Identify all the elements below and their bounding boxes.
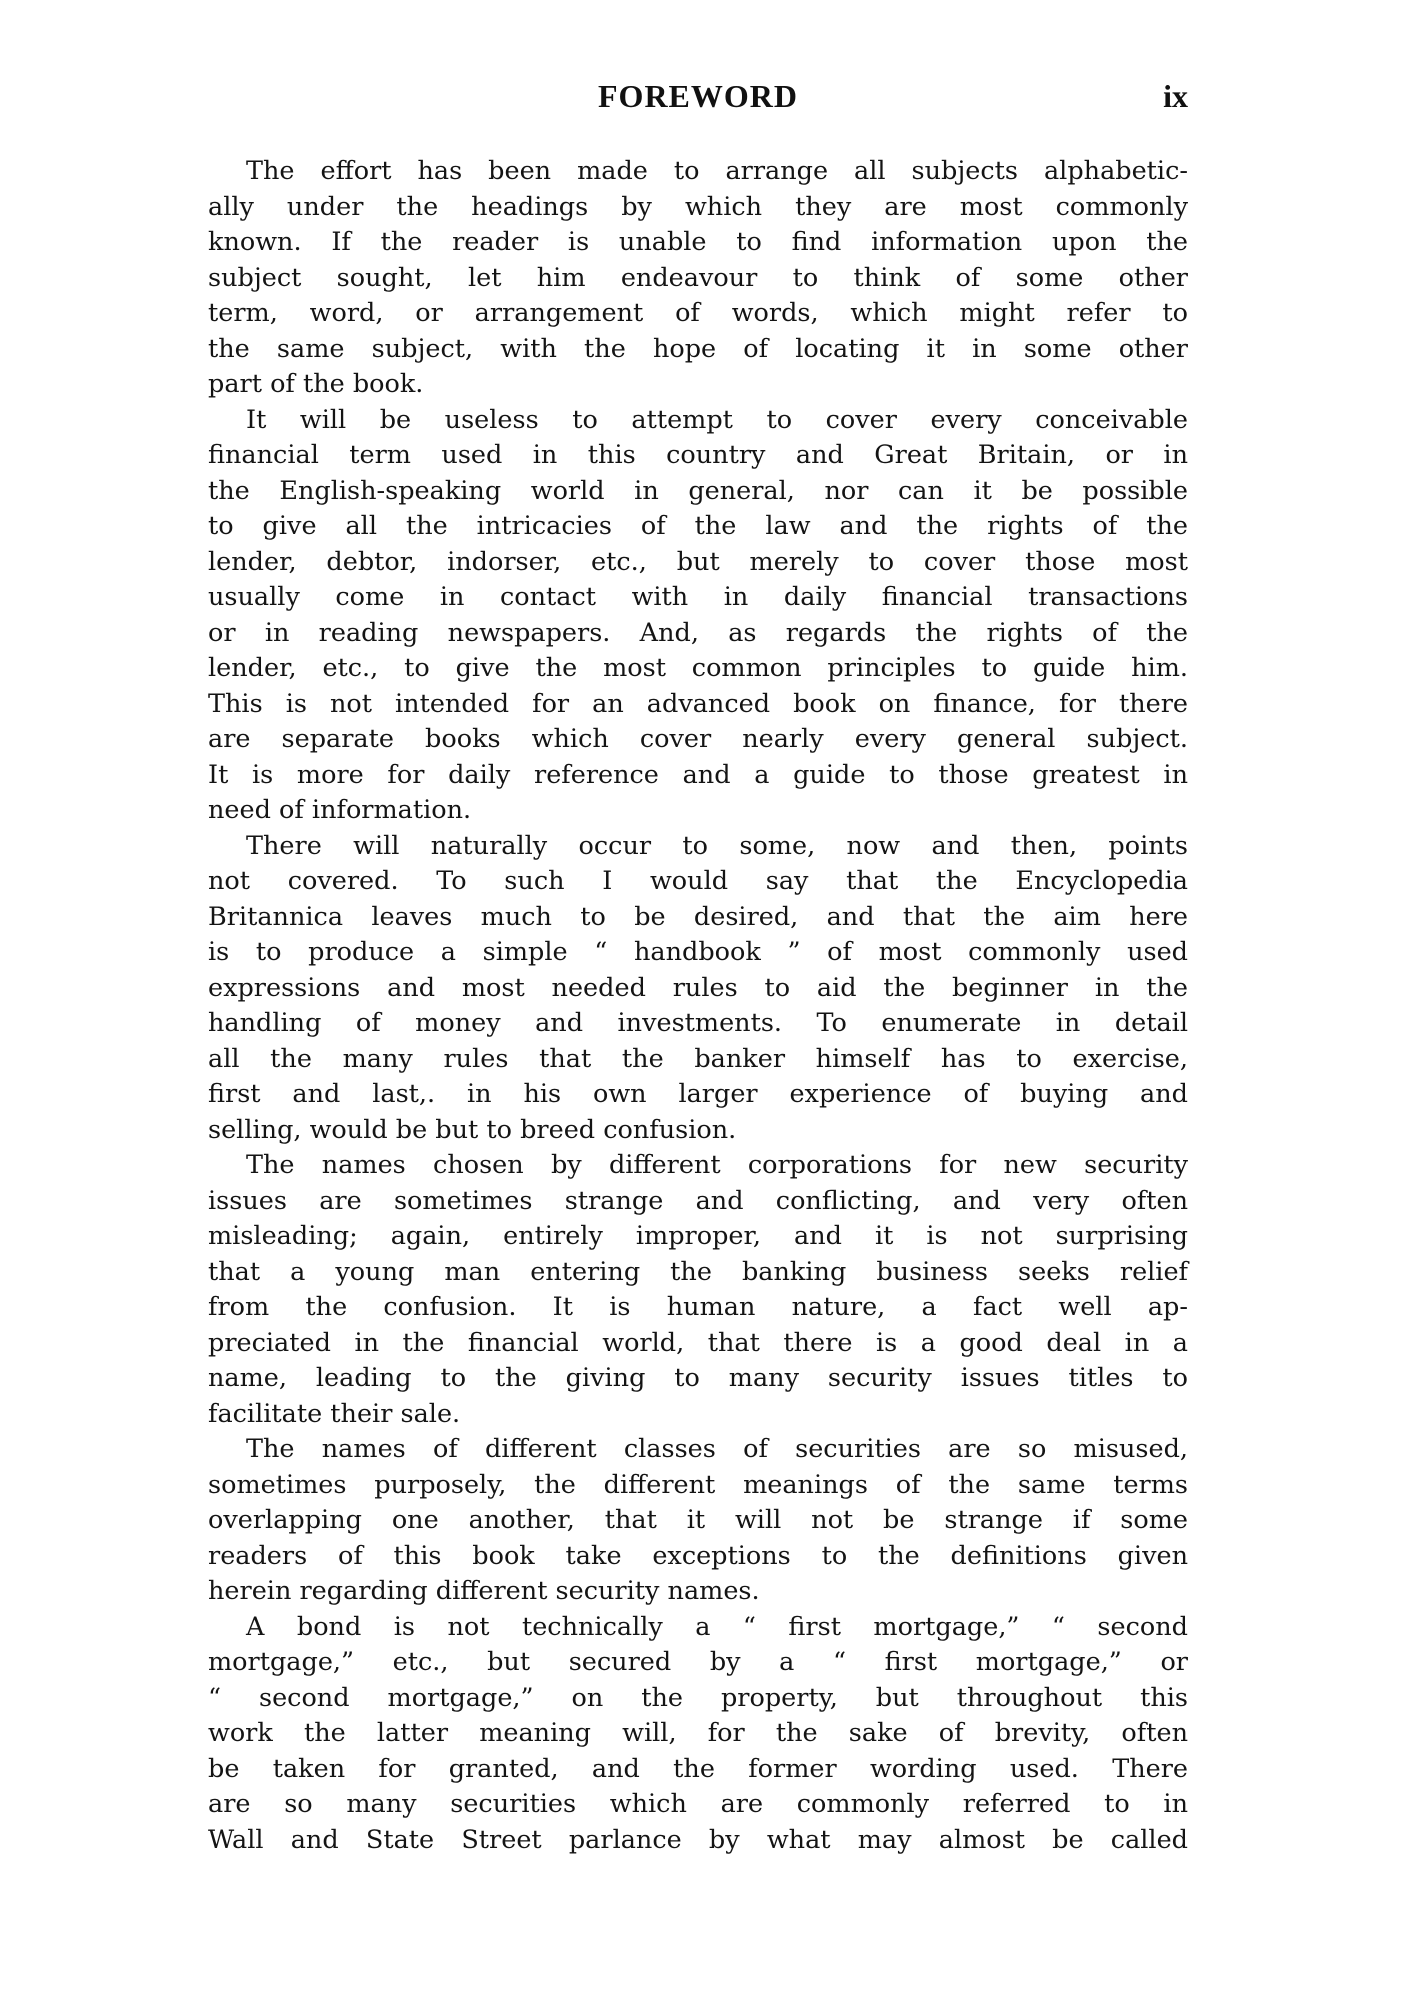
text-line: “ second mortgage,” on the property, but throughout this <box>208 1682 1188 1713</box>
text-line: facilitate their sale. <box>208 1398 461 1429</box>
text-line: herein regarding different security names. <box>208 1576 760 1606</box>
page-number: ix <box>1163 78 1188 114</box>
text-line: misleading; again, entirely improper, and it is not surprising <box>208 1221 1188 1251</box>
running-head <box>208 78 1188 130</box>
text-line: first and last,. in his own larger experience of buying and <box>208 1079 1188 1109</box>
text-line: is to produce a simple “ handbook ” of most commonly used <box>208 937 1188 967</box>
text-line: or in reading newspapers. And, as regards the rights of the <box>208 617 1188 648</box>
text-line: There will naturally occur to some, now and then, points <box>246 830 1188 861</box>
text-line: be taken for granted, and the former wording used. There <box>208 1753 1188 1784</box>
text-line: issues are sometimes strange and conflicting, and very often <box>208 1185 1188 1216</box>
text-line: The names chosen by different corporations for new security <box>246 1150 1188 1180</box>
text-line: preciated in the financial world, that there is a good deal in a <box>208 1327 1188 1358</box>
text-line: subject sought, let him endeavour to think of some other <box>208 262 1188 293</box>
text-line: overlapping one another, that it will not be strange if some <box>208 1505 1188 1535</box>
paragraph <box>208 403 1188 829</box>
text-line: work the latter meaning will, for the sake of brevity, often <box>208 1718 1188 1748</box>
paragraph <box>208 1432 1188 1610</box>
text-line: from the confusion. It is human nature, a fact well ap- <box>208 1292 1188 1322</box>
text-line: need of information. <box>208 795 472 825</box>
text-line: known. If the reader is unable to find information upon the <box>208 227 1188 257</box>
text-line: to give all the intricacies of the law and the rights of the <box>208 511 1188 541</box>
text-line: It is more for daily reference and a guide to those greatest in <box>208 759 1188 790</box>
text-line: It will be useless to attempt to cover every conceivable <box>246 404 1188 435</box>
text-line: are so many securities which are commonly referred to in <box>208 1789 1188 1819</box>
text-line: Britannica leaves much to be desired, and that the aim here <box>208 901 1188 932</box>
paragraph <box>208 154 1188 403</box>
text-line: expressions and most needed rules to aid the beginner in the <box>208 972 1188 1003</box>
text-line: are separate books which cover nearly every general subject. <box>208 724 1188 754</box>
text-line: A bond is not technically a “ first mortgage,” “ second <box>246 1611 1188 1642</box>
text-line: financial term used in this country and Great Britain, or in <box>208 440 1188 470</box>
text-line: ally under the headings by which they are most commonly <box>208 191 1188 222</box>
text-line: sometimes purposely, the different meanings of the same terms <box>208 1469 1188 1500</box>
text-line: all the many rules that the banker himself has to exercise, <box>208 1043 1188 1074</box>
text-line: that a young man entering the banking business seeks relief <box>208 1256 1188 1287</box>
text-line: lender, debtor, indorser, etc., but merely to cover those most <box>208 546 1188 577</box>
text-line: name, leading to the giving to many security issues titles to <box>208 1363 1188 1393</box>
text-line: The names of different classes of securities are so misused, <box>246 1434 1188 1464</box>
text-line: usually come in contact with in daily financial transactions <box>208 582 1188 612</box>
text-line: handling of money and investments. To enumerate in detail <box>208 1008 1188 1038</box>
text-line: Wall and State Street parlance by what may almost be called <box>208 1824 1188 1855</box>
paragraph <box>208 1148 1188 1432</box>
text-line: selling, would be but to breed confusion. <box>208 1114 737 1145</box>
paragraph <box>208 829 1188 1149</box>
text-line: This is not intended for an advanced book on finance, for there <box>208 688 1188 719</box>
text-line: part of the book. <box>208 369 424 399</box>
text-line: term, word, or arrangement of words, which might refer to <box>208 298 1188 328</box>
text-line: the same subject, with the hope of locating it in some other <box>208 333 1188 364</box>
text-line: readers of this book take exceptions to the definitions given <box>208 1540 1188 1571</box>
text-line: The effort has been made to arrange all subjects alphabetic- <box>246 156 1188 186</box>
text-line: the English-speaking world in general, nor can it be possible <box>208 475 1188 506</box>
text-line: mortgage,” etc., but secured by a “ first mortgage,” or <box>208 1647 1188 1677</box>
paragraph <box>208 1610 1188 1859</box>
body-text <box>208 154 1188 1858</box>
text-line: lender, etc., to give the most common principles to guide him. <box>208 653 1188 683</box>
text-line: not covered. To such I would say that the Encyclopedia <box>208 866 1188 896</box>
running-title: FOREWORD <box>598 78 798 114</box>
